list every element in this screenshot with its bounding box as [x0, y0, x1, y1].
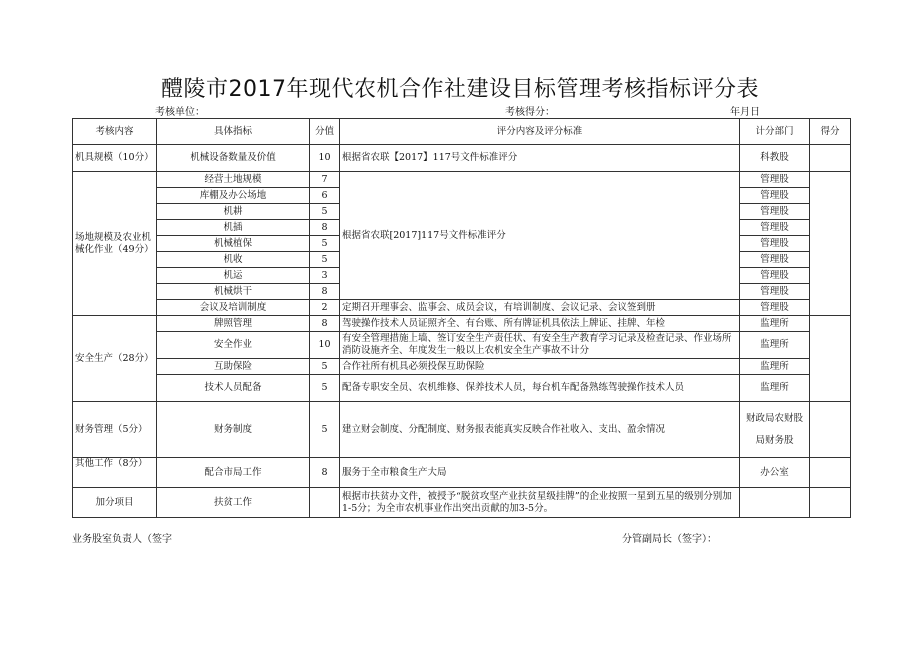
header-row: [73, 119, 851, 145]
score-cell: 5: [310, 359, 340, 375]
header-content: 考核内容: [73, 119, 157, 145]
category-cell: 机具规模（10分）: [73, 145, 157, 172]
dept-cell: 管理股: [740, 268, 810, 284]
date-label: 年月日: [730, 107, 760, 118]
result-cell: [810, 316, 851, 402]
dept-cell: 管理股: [740, 172, 810, 188]
dept-cell: 管理股: [740, 300, 810, 316]
score-cell: 8: [310, 458, 340, 488]
criteria-cell: 有安全管理措施上墙、签订安全生产责任状、有安全生产教育学习记录及检查记录、作业场所消防设施齐全、年度发生一般以上农机安全生产事故不计分: [340, 332, 740, 359]
score-cell: 8: [310, 316, 340, 332]
indicator-cell: 经营土地规模: [157, 172, 310, 188]
dept-cell: [740, 488, 810, 518]
score-cell: 5: [310, 402, 340, 458]
dept-cell: 监理所: [740, 316, 810, 332]
criteria-cell: 建立财会制度、分配制度、财务报表能真实反映合作社收入、支出、盈余情况: [340, 402, 740, 458]
criteria-cell: 驾驶操作技术人员证照齐全、有台账、所有牌证机具依法上牌证、挂牌、年检: [340, 316, 740, 332]
dept-cell: 管理股: [740, 188, 810, 204]
result-cell: [810, 145, 851, 172]
table-row: [73, 316, 851, 332]
score-cell: 8: [310, 284, 340, 300]
indicator-cell: 机械设备数量及价值: [157, 145, 310, 172]
criteria-cell: 定期召开理事会、监事会、成员会议，有培训制度、会议记录、会议签到册: [340, 300, 740, 316]
indicator-cell: 机耕: [157, 204, 310, 220]
dept-cell: 科教股: [740, 145, 810, 172]
dept-cell: [740, 402, 810, 458]
score-cell: 10: [310, 332, 340, 359]
indicator-cell: 机械植保: [157, 236, 310, 252]
score-cell: 5: [310, 236, 340, 252]
dept-cell: 管理股: [740, 236, 810, 252]
table-row: [73, 359, 851, 375]
header-indicator: 具体指标: [157, 119, 310, 145]
criteria-cell: 根据省农联[2017]117号文件标准评分: [340, 172, 740, 300]
deputy-director-signature-label: 分管副局长（签字）：: [622, 534, 717, 545]
indicator-cell: 牌照管理: [157, 316, 310, 332]
indicator-cell: 机运: [157, 268, 310, 284]
table-row: [73, 300, 851, 316]
score-cell: 5: [310, 252, 340, 268]
score-cell: 5: [310, 375, 340, 402]
criteria-cell: 根据省农联【2017】117号文件标准评分: [340, 145, 740, 172]
indicator-cell: 安全作业: [157, 332, 310, 359]
dept-cell: 监理所: [740, 332, 810, 359]
dept-cell: 管理股: [740, 252, 810, 268]
dept-cell: 管理股: [740, 220, 810, 236]
header-score: 分值: [310, 119, 340, 145]
table-row: [73, 172, 851, 188]
category-cell: 安全生产（28分）: [73, 316, 157, 402]
dept-cell: 监理所: [740, 375, 810, 402]
table-row: [73, 458, 851, 488]
category-cell: 加分项目: [73, 488, 157, 518]
result-cell: [810, 488, 851, 518]
score-cell: 5: [310, 204, 340, 220]
dept-cell: 管理股: [740, 204, 810, 220]
header-criteria: 评分内容及评分标准: [340, 119, 740, 145]
header-dept: 计分部门: [740, 119, 810, 145]
indicator-cell: 机插: [157, 220, 310, 236]
category-cell: 其他工作（8分）: [73, 458, 157, 488]
score-cell: 6: [310, 188, 340, 204]
score-cell: 7: [310, 172, 340, 188]
table-row: [73, 145, 851, 172]
dept-line: 财政局农财股: [745, 412, 803, 424]
indicator-cell: 机械烘干: [157, 284, 310, 300]
result-cell: [810, 402, 851, 458]
dept-cell: 管理股: [740, 284, 810, 300]
dept-cell: 办公室: [740, 458, 810, 488]
score-cell: 8: [310, 220, 340, 236]
score-cell: [310, 488, 340, 518]
category-cell: 财务管理（5分）: [73, 402, 157, 458]
score-cell: 10: [310, 145, 340, 172]
indicator-cell: 互助保险: [157, 359, 310, 375]
result-cell: [810, 458, 851, 488]
indicator-cell: 配合市局工作: [157, 458, 310, 488]
indicator-cell: 财务制度: [157, 402, 310, 458]
score-cell: 3: [310, 268, 340, 284]
table-row: [73, 332, 851, 359]
indicator-cell: 技术人员配备: [157, 375, 310, 402]
score-cell: 2: [310, 300, 340, 316]
category-cell: 场地规模及农业机械化作业（49分）: [73, 172, 157, 316]
assessed-unit-label: 考核单位：: [155, 107, 205, 118]
dept-line: 局财务股: [755, 434, 794, 446]
assessment-score-label: 考核得分：: [505, 107, 555, 118]
dept-cell: 监理所: [740, 359, 810, 375]
result-cell: [810, 172, 851, 316]
criteria-cell: 配备专职安全员、农机维修、保养技术人员，每台机车配备熟练驾驶操作技术人员: [340, 375, 740, 402]
criteria-cell: 根据市扶贫办文件，被授予“脱贫攻坚产业扶贫星级挂牌”的企业按照一星到五星的级别分别加1-5分；为全市农机事业作出突出贡献的加3-5分。: [340, 488, 740, 518]
indicator-cell: 库棚及办公场地: [157, 188, 310, 204]
assessment-table: [72, 118, 851, 518]
page-title: 醴陵市2017年现代农机合作社建设目标管理考核指标评分表: [161, 77, 759, 102]
criteria-cell: 合作社所有机具必须投保互助保险: [340, 359, 740, 375]
table-row: [73, 375, 851, 402]
indicator-cell: 机收: [157, 252, 310, 268]
criteria-cell: 服务于全市粮食生产大局: [340, 458, 740, 488]
indicator-cell: 扶贫工作: [157, 488, 310, 518]
indicator-cell: 会议及培训制度: [157, 300, 310, 316]
table-row: [73, 488, 851, 518]
table-row: [73, 402, 851, 458]
header-result: 得分: [810, 119, 851, 145]
dept-head-signature-label: 业务股室负责人（签字: [72, 534, 172, 545]
